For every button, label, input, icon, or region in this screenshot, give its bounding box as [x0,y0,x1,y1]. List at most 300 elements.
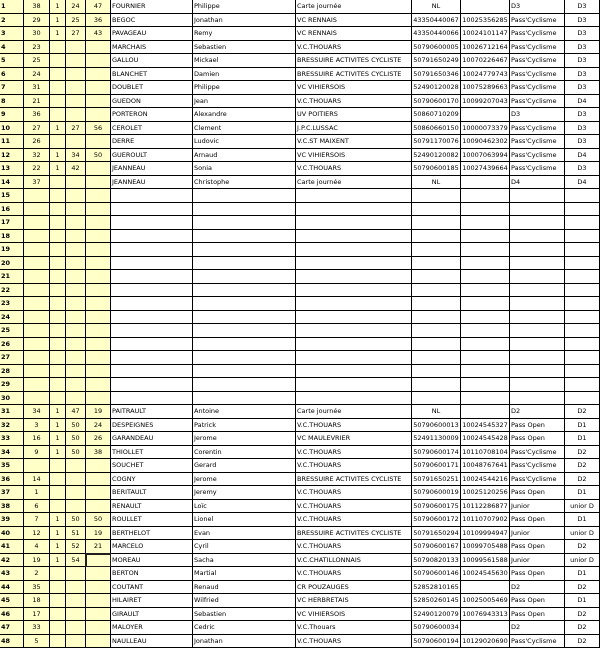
col-hours-cell[interactable] [50,594,66,608]
col-code-uci-cell[interactable]: 10000073379 [461,122,510,136]
col-code-uci-cell[interactable]: 10076943313 [461,608,510,622]
col-categorie-2-cell[interactable]: D2 [565,635,600,648]
col-categorie-2-cell[interactable]: D1 [565,513,600,527]
col-club-cell[interactable]: V.C.THOUARS [296,162,412,176]
col-categorie-2-cell[interactable]: D2 [565,405,600,419]
col-hours-cell[interactable] [50,257,66,271]
col-prenom-cell[interactable]: Antoine [193,405,296,419]
col-categorie-cell[interactable]: Pass'Cyclisme [510,122,565,136]
col-licence-cell[interactable] [412,230,461,244]
col-code-uci-cell[interactable] [461,284,510,298]
col-dossard-cell[interactable]: 30 [24,27,50,41]
row-number-cell[interactable]: 26 [0,338,24,352]
col-minutes-cell[interactable] [66,473,86,487]
col-club-cell[interactable] [296,257,412,271]
row-number-cell[interactable]: 30 [0,392,24,406]
col-club-cell[interactable]: V.C.THOUARS [296,567,412,581]
col-seconds-cell[interactable]: 38 [86,446,111,460]
col-licence-cell[interactable]: 50790600019 [412,486,461,500]
col-categorie-2-cell[interactable]: D4 [565,95,600,109]
row-number-cell[interactable]: 24 [0,311,24,325]
col-licence-cell[interactable] [412,203,461,217]
col-code-uci-cell[interactable] [461,257,510,271]
col-minutes-cell[interactable] [66,500,86,514]
col-dossard-cell[interactable]: 2 [24,567,50,581]
col-code-uci-cell[interactable]: 10025005469 [461,594,510,608]
col-nom-cell[interactable]: GUEROULT [111,149,193,163]
col-dossard-cell[interactable]: 24 [24,68,50,82]
row-number-cell[interactable]: 46 [0,608,24,622]
col-dossard-cell[interactable]: 37 [24,176,50,190]
col-licence-cell[interactable] [412,378,461,392]
col-categorie-2-cell[interactable]: D3 [565,122,600,136]
col-club-cell[interactable]: V.C.ST MAIXENT [296,135,412,149]
row-number-cell[interactable]: 28 [0,365,24,379]
col-hours-cell[interactable] [50,459,66,473]
col-licence-cell[interactable]: 50791650294 [412,527,461,541]
row-number-cell[interactable]: 21 [0,270,24,284]
col-categorie-2-cell[interactable] [565,243,600,257]
col-hours-cell[interactable] [50,203,66,217]
col-categorie-2-cell[interactable] [565,203,600,217]
col-licence-cell[interactable]: 50791650346 [412,68,461,82]
col-categorie-cell[interactable]: Pass'Cyclisme [510,635,565,648]
col-code-uci-cell[interactable] [461,378,510,392]
col-nom-cell[interactable]: MARCHAIS [111,41,193,55]
col-categorie-cell[interactable]: Pass'Cyclisme [510,446,565,460]
col-minutes-cell[interactable] [66,68,86,82]
col-club-cell[interactable]: VC HERBRETAIS [296,594,412,608]
col-nom-cell[interactable] [111,311,193,325]
col-categorie-2-cell[interactable]: D2 [565,608,600,622]
col-dossard-cell[interactable]: 3 [24,419,50,433]
col-licence-cell[interactable] [412,243,461,257]
col-nom-cell[interactable]: JEANNEAU [111,162,193,176]
col-nom-cell[interactable] [111,351,193,365]
col-club-cell[interactable] [296,243,412,257]
col-hours-cell[interactable] [50,135,66,149]
col-seconds-cell[interactable] [86,108,111,122]
col-dossard-cell[interactable] [24,230,50,244]
col-prenom-cell[interactable] [193,297,296,311]
col-licence-cell[interactable] [412,338,461,352]
col-minutes-cell[interactable] [66,270,86,284]
col-categorie-cell[interactable]: Pass'Cyclisme [510,95,565,109]
col-licence-cell[interactable]: 50790600171 [412,459,461,473]
col-hours-cell[interactable] [50,311,66,325]
col-minutes-cell[interactable] [66,284,86,298]
col-nom-cell[interactable]: GALLOU [111,54,193,68]
col-licence-cell[interactable]: 50790600194 [412,635,461,648]
col-prenom-cell[interactable]: Loïc [193,500,296,514]
col-nom-cell[interactable] [111,378,193,392]
col-hours-cell[interactable] [50,189,66,203]
col-seconds-cell[interactable]: 47 [86,0,111,14]
row-number-cell[interactable]: 17 [0,216,24,230]
col-categorie-cell[interactable]: Pass Open [510,486,565,500]
col-seconds-cell[interactable] [86,257,111,271]
col-nom-cell[interactable] [111,338,193,352]
col-dossard-cell[interactable] [24,216,50,230]
col-seconds-cell[interactable] [86,608,111,622]
row-number-cell[interactable]: 7 [0,81,24,95]
col-minutes-cell[interactable] [66,621,86,635]
row-number-cell[interactable]: 19 [0,243,24,257]
col-prenom-cell[interactable]: Sebastien [193,608,296,622]
col-code-uci-cell[interactable]: 10099561588 [461,554,510,568]
col-hours-cell[interactable] [50,95,66,109]
col-code-uci-cell[interactable] [461,324,510,338]
col-code-uci-cell[interactable] [461,243,510,257]
col-dossard-cell[interactable]: 34 [24,405,50,419]
col-prenom-cell[interactable] [193,257,296,271]
col-hours-cell[interactable] [50,338,66,352]
col-hours-cell[interactable]: 1 [50,162,66,176]
col-categorie-cell[interactable]: Pass'Cyclisme [510,68,565,82]
row-number-cell[interactable]: 15 [0,189,24,203]
col-minutes-cell[interactable] [66,594,86,608]
col-licence-cell[interactable]: 50790600013 [412,419,461,433]
row-number-cell[interactable]: 16 [0,203,24,217]
col-code-uci-cell[interactable] [461,203,510,217]
row-number-cell[interactable]: 37 [0,486,24,500]
col-licence-cell[interactable]: 50790820133 [412,554,461,568]
col-categorie-cell[interactable]: D2 [510,405,565,419]
col-club-cell[interactable] [296,284,412,298]
col-hours-cell[interactable]: 1 [50,149,66,163]
col-categorie-cell[interactable] [510,257,565,271]
col-prenom-cell[interactable]: Renaud [193,581,296,595]
col-categorie-2-cell[interactable] [565,378,600,392]
row-number-cell[interactable]: 9 [0,108,24,122]
col-code-uci-cell[interactable] [461,338,510,352]
col-nom-cell[interactable] [111,392,193,406]
col-seconds-cell[interactable] [86,324,111,338]
col-minutes-cell[interactable]: 50 [66,419,86,433]
col-dossard-cell[interactable]: 26 [24,135,50,149]
col-dossard-cell[interactable]: 25 [24,54,50,68]
col-dossard-cell[interactable] [24,324,50,338]
row-number-cell[interactable]: 13 [0,162,24,176]
col-club-cell[interactable]: J.P.C.LUSSAC [296,122,412,136]
col-seconds-cell[interactable] [86,338,111,352]
col-categorie-cell[interactable]: Pass Open [510,419,565,433]
col-licence-cell[interactable]: 50790600167 [412,540,461,554]
col-dossard-cell[interactable]: 4 [24,540,50,554]
row-number-cell[interactable]: 18 [0,230,24,244]
col-categorie-2-cell[interactable]: D3 [565,135,600,149]
col-dossard-cell[interactable]: 5 [24,635,50,648]
col-prenom-cell[interactable] [193,189,296,203]
col-code-uci-cell[interactable] [461,581,510,595]
col-categorie-2-cell[interactable]: D4 [565,176,600,190]
col-categorie-2-cell[interactable]: D3 [565,162,600,176]
col-hours-cell[interactable] [50,351,66,365]
col-dossard-cell[interactable]: 12 [24,527,50,541]
col-dossard-cell[interactable]: 29 [24,14,50,28]
row-number-cell[interactable]: 45 [0,594,24,608]
col-categorie-cell[interactable]: Pass Open [510,567,565,581]
col-categorie-cell[interactable]: Pass'Cyclisme [510,135,565,149]
col-code-uci-cell[interactable]: 10109994947 [461,527,510,541]
col-nom-cell[interactable]: DERRE [111,135,193,149]
col-prenom-cell[interactable] [193,203,296,217]
col-nom-cell[interactable]: FOURNIER [111,0,193,14]
col-dossard-cell[interactable]: 38 [24,0,50,14]
col-licence-cell[interactable]: 52490120082 [412,149,461,163]
col-dossard-cell[interactable]: 9 [24,446,50,460]
col-prenom-cell[interactable] [193,338,296,352]
col-licence-cell[interactable]: NL [412,0,461,14]
col-prenom-cell[interactable]: Jerome [193,473,296,487]
col-prenom-cell[interactable]: Martial [193,567,296,581]
col-code-uci-cell[interactable]: 10024544216 [461,473,510,487]
col-club-cell[interactable]: V.C.THOUARS [296,446,412,460]
col-dossard-cell[interactable]: 27 [24,122,50,136]
col-hours-cell[interactable] [50,230,66,244]
col-licence-cell[interactable]: 50790600005 [412,41,461,55]
col-licence-cell[interactable]: 43350440066 [412,27,461,41]
col-seconds-cell[interactable] [86,54,111,68]
col-categorie-cell[interactable]: Junior [510,500,565,514]
col-dossard-cell[interactable] [24,270,50,284]
col-nom-cell[interactable]: COGNY [111,473,193,487]
col-hours-cell[interactable]: 1 [50,540,66,554]
col-minutes-cell[interactable] [66,297,86,311]
col-hours-cell[interactable]: 1 [50,0,66,14]
col-code-uci-cell[interactable] [461,230,510,244]
col-seconds-cell[interactable] [86,500,111,514]
col-hours-cell[interactable] [50,243,66,257]
col-minutes-cell[interactable] [66,230,86,244]
col-minutes-cell[interactable]: 34 [66,149,86,163]
col-code-uci-cell[interactable] [461,405,510,419]
col-licence-cell[interactable]: 50790600175 [412,500,461,514]
col-nom-cell[interactable]: BERITAULT [111,486,193,500]
col-categorie-2-cell[interactable]: D2 [565,473,600,487]
col-minutes-cell[interactable] [66,567,86,581]
col-categorie-cell[interactable]: Pass Open [510,540,565,554]
col-categorie-2-cell[interactable]: D3 [565,0,600,14]
col-nom-cell[interactable]: DOUBLET [111,81,193,95]
col-seconds-cell[interactable] [86,41,111,55]
col-nom-cell[interactable] [111,284,193,298]
col-dossard-cell[interactable] [24,284,50,298]
col-categorie-cell[interactable] [510,284,565,298]
col-licence-cell[interactable] [412,324,461,338]
col-licence-cell[interactable]: 50791650251 [412,473,461,487]
col-hours-cell[interactable] [50,608,66,622]
col-seconds-cell[interactable] [86,351,111,365]
col-licence-cell[interactable]: 50790600172 [412,513,461,527]
col-categorie-2-cell[interactable]: unior D [565,554,600,568]
col-hours-cell[interactable] [50,68,66,82]
col-hours-cell[interactable]: 1 [50,122,66,136]
col-licence-cell[interactable]: 50790600185 [412,162,461,176]
col-categorie-2-cell[interactable]: D2 [565,621,600,635]
col-dossard-cell[interactable] [24,392,50,406]
col-categorie-cell[interactable]: Pass Open [510,432,565,446]
row-number-cell[interactable]: 42 [0,554,24,568]
col-minutes-cell[interactable]: 51 [66,527,86,541]
col-categorie-cell[interactable]: Pass'Cyclisme [510,14,565,28]
col-licence-cell[interactable]: NL [412,176,461,190]
col-minutes-cell[interactable] [66,216,86,230]
col-hours-cell[interactable] [50,567,66,581]
col-hours-cell[interactable]: 1 [50,446,66,460]
col-licence-cell[interactable]: 52850260145 [412,594,461,608]
col-dossard-cell[interactable] [24,203,50,217]
col-hours-cell[interactable]: 1 [50,513,66,527]
col-licence-cell[interactable] [412,216,461,230]
col-prenom-cell[interactable] [193,365,296,379]
col-minutes-cell[interactable] [66,135,86,149]
col-code-uci-cell[interactable]: 10027439664 [461,162,510,176]
row-number-cell[interactable]: 22 [0,284,24,298]
col-code-uci-cell[interactable] [461,270,510,284]
col-club-cell[interactable] [296,230,412,244]
col-code-uci-cell[interactable] [461,0,510,14]
col-prenom-cell[interactable] [193,378,296,392]
col-code-uci-cell[interactable]: 10112286877 [461,500,510,514]
col-nom-cell[interactable] [111,297,193,311]
col-dossard-cell[interactable]: 31 [24,81,50,95]
row-number-cell[interactable]: 40 [0,527,24,541]
col-nom-cell[interactable]: PAITRAULT [111,405,193,419]
col-categorie-cell[interactable]: D3 [510,0,565,14]
col-categorie-cell[interactable] [510,351,565,365]
col-licence-cell[interactable]: 50790600170 [412,95,461,109]
col-licence-cell[interactable]: 52490120028 [412,81,461,95]
col-prenom-cell[interactable]: Jerome [193,432,296,446]
col-seconds-cell[interactable] [86,594,111,608]
col-categorie-2-cell[interactable] [565,189,600,203]
row-number-cell[interactable]: 41 [0,540,24,554]
col-nom-cell[interactable]: GIRAULT [111,608,193,622]
col-minutes-cell[interactable] [66,203,86,217]
col-dossard-cell[interactable]: 17 [24,608,50,622]
col-hours-cell[interactable] [50,581,66,595]
col-categorie-cell[interactable]: Pass'Cyclisme [510,81,565,95]
col-club-cell[interactable] [296,365,412,379]
col-categorie-2-cell[interactable] [565,365,600,379]
col-nom-cell[interactable]: HILAIRET [111,594,193,608]
col-dossard-cell[interactable]: 33 [24,621,50,635]
col-code-uci-cell[interactable]: 10110708104 [461,446,510,460]
col-categorie-cell[interactable]: Pass'Cyclisme [510,54,565,68]
row-number-cell[interactable]: 8 [0,95,24,109]
col-nom-cell[interactable]: BERTHELOT [111,527,193,541]
col-seconds-cell[interactable]: 24 [86,419,111,433]
col-hours-cell[interactable] [50,176,66,190]
col-hours-cell[interactable]: 1 [50,432,66,446]
col-club-cell[interactable]: V.C.THOUARS [296,486,412,500]
col-minutes-cell[interactable] [66,608,86,622]
col-dossard-cell[interactable] [24,378,50,392]
col-nom-cell[interactable]: SOUCHET [111,459,193,473]
col-seconds-cell[interactable]: 36 [86,14,111,28]
col-dossard-cell[interactable]: 21 [24,95,50,109]
col-nom-cell[interactable] [111,270,193,284]
col-categorie-2-cell[interactable] [565,284,600,298]
col-code-uci-cell[interactable]: 10048767641 [461,459,510,473]
row-number-cell[interactable]: 47 [0,621,24,635]
col-categorie-2-cell[interactable]: D1 [565,432,600,446]
col-seconds-cell[interactable] [86,311,111,325]
col-nom-cell[interactable] [111,230,193,244]
col-code-uci-cell[interactable]: 10025120256 [461,486,510,500]
col-nom-cell[interactable]: PAVAGEAU [111,27,193,41]
col-nom-cell[interactable]: MARCELO [111,540,193,554]
col-categorie-2-cell[interactable]: D3 [565,108,600,122]
col-seconds-cell[interactable]: 50 [86,149,111,163]
col-code-uci-cell[interactable]: 10129020690 [461,635,510,648]
col-minutes-cell[interactable]: 52 [66,540,86,554]
row-number-cell[interactable]: 11 [0,135,24,149]
col-categorie-cell[interactable] [510,324,565,338]
col-dossard-cell[interactable] [24,257,50,271]
col-prenom-cell[interactable] [193,243,296,257]
col-hours-cell[interactable]: 1 [50,527,66,541]
col-prenom-cell[interactable]: Alexandre [193,108,296,122]
col-categorie-2-cell[interactable] [565,338,600,352]
col-minutes-cell[interactable]: 47 [66,405,86,419]
col-club-cell[interactable] [296,392,412,406]
row-number-cell[interactable]: 12 [0,149,24,163]
col-nom-cell[interactable]: BEGOC [111,14,193,28]
col-seconds-cell[interactable] [86,621,111,635]
col-licence-cell[interactable] [412,297,461,311]
col-licence-cell[interactable] [412,257,461,271]
col-club-cell[interactable]: V.C.THOUARS [296,540,412,554]
col-licence-cell[interactable]: 43350440067 [412,14,461,28]
col-seconds-cell[interactable] [86,189,111,203]
col-code-uci-cell[interactable]: 10070226467 [461,54,510,68]
col-categorie-2-cell[interactable] [565,270,600,284]
col-dossard-cell[interactable] [24,189,50,203]
col-categorie-cell[interactable]: Pass'Cyclisme [510,27,565,41]
col-code-uci-cell[interactable]: 10099207043 [461,95,510,109]
col-nom-cell[interactable]: PORTERON [111,108,193,122]
col-dossard-cell[interactable]: 23 [24,41,50,55]
col-dossard-cell[interactable]: 7 [24,513,50,527]
col-prenom-cell[interactable] [193,216,296,230]
col-prenom-cell[interactable]: Jonathan [193,14,296,28]
col-hours-cell[interactable] [50,216,66,230]
col-seconds-cell[interactable] [86,176,111,190]
col-dossard-cell[interactable] [24,365,50,379]
col-dossard-cell[interactable]: 36 [24,108,50,122]
col-club-cell[interactable]: Carte journée [296,176,412,190]
col-categorie-2-cell[interactable] [565,351,600,365]
col-minutes-cell[interactable] [66,54,86,68]
col-hours-cell[interactable] [50,500,66,514]
col-seconds-cell[interactable] [86,378,111,392]
col-categorie-cell[interactable]: Pass Open [510,594,565,608]
col-nom-cell[interactable]: GARANDEAU [111,432,193,446]
col-licence-cell[interactable]: 50860660150 [412,122,461,136]
col-nom-cell[interactable]: JEANNEAU [111,176,193,190]
col-code-uci-cell[interactable]: 10090462302 [461,135,510,149]
col-nom-cell[interactable] [111,243,193,257]
col-hours-cell[interactable] [50,365,66,379]
col-minutes-cell[interactable] [66,338,86,352]
col-club-cell[interactable]: Carte journée [296,405,412,419]
col-hours-cell[interactable] [50,284,66,298]
col-nom-cell[interactable]: BLANCHET [111,68,193,82]
col-nom-cell[interactable]: THIOLLET [111,446,193,460]
col-minutes-cell[interactable] [66,95,86,109]
